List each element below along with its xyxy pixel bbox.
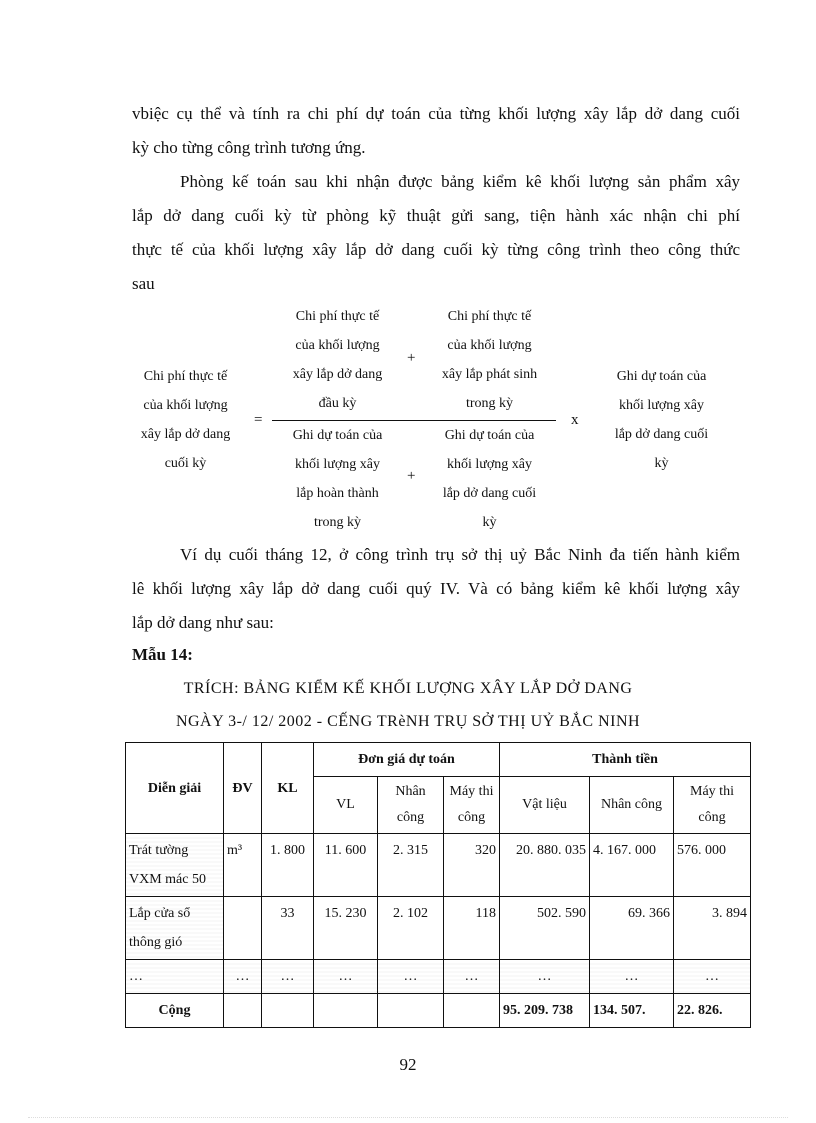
cell-vl: 11. 600	[314, 834, 378, 897]
formula-equals: =	[254, 412, 263, 428]
cell-nc: 2. 102	[378, 897, 444, 960]
table-row	[126, 960, 751, 994]
cell-empty	[444, 994, 500, 1028]
header-vat-lieu: Vật liệu	[500, 777, 590, 834]
cell-tt-vl: …	[500, 960, 590, 994]
cell-empty	[224, 994, 262, 1028]
cell-total-label: Cộng	[126, 994, 224, 1028]
cell-dv	[224, 897, 262, 960]
formula-text: của khối lượng	[143, 398, 228, 413]
cell-dv: m³	[224, 834, 262, 897]
footer-divider	[28, 1117, 788, 1118]
formula-text: đầu kỳ	[318, 396, 357, 411]
paragraph-line: Phòng kế toán sau khi nhận được bảng kiểm kê khối lượng sản phẩm xây	[180, 172, 740, 191]
formula-text: trong kỳ	[465, 396, 514, 411]
cell-empty	[378, 994, 444, 1028]
cell-dv: …	[224, 960, 262, 994]
cell-tt-nc: …	[590, 960, 674, 994]
paragraph-line: kỳ cho từng công trình tương ứng.	[132, 138, 366, 157]
formula-text: khối lượng xây	[447, 457, 532, 472]
cell-tt-vl: 502. 590	[500, 897, 590, 960]
formula-text: lắp dở dang cuối	[614, 427, 709, 442]
header-may-thi-cong-total: Máy thi công	[674, 777, 751, 834]
formula-text: kỳ	[654, 456, 669, 471]
formula-text: Chi phí thực tế	[143, 369, 228, 384]
header-don-gia: Đơn giá dự toán	[314, 743, 500, 777]
formula-rhs	[594, 362, 729, 478]
header-vl: VL	[314, 777, 378, 834]
cell-empty	[314, 994, 378, 1028]
cell-mtc: …	[444, 960, 500, 994]
table-row	[126, 834, 751, 897]
cell-kl: 33	[262, 897, 314, 960]
cell-vl: 15. 230	[314, 897, 378, 960]
header-may-thi-cong: Máy thi công	[444, 777, 500, 834]
cell-dien-giai: Lắp cửa sổ thông gió	[126, 897, 224, 960]
cell-total-vl: 95. 209. 738	[500, 994, 590, 1028]
paragraph-line: vbiệc cụ thể và tính ra chi phí dự toán của từng khối lượng xây lắp dở dang cuối	[132, 104, 740, 123]
inventory-table	[125, 742, 751, 1028]
formula-text: xây lắp dở dang	[140, 427, 231, 442]
cell-kl: 1. 800	[262, 834, 314, 897]
formula-text: khối lượng xây	[295, 457, 380, 472]
cell-kl: …	[262, 960, 314, 994]
formula-plus: +	[407, 350, 416, 366]
formula-text: cuối kỳ	[164, 456, 207, 471]
formula-text: trong kỳ	[313, 515, 362, 530]
header-kl: KL	[262, 743, 314, 834]
formula-text: Chi phí thực tế	[447, 309, 532, 324]
header-nhan-cong-total: Nhân công	[590, 777, 674, 834]
paragraph-line: Ví dụ cuối tháng 12, ở công trình trụ sở thị uỷ Bắc Ninh đa tiến hành kiểm	[180, 545, 740, 564]
cell-nc: 2. 315	[378, 834, 444, 897]
cell-tt-nc: 4. 167. 000	[590, 834, 674, 897]
formula-text: lắp dở dang cuối	[442, 486, 537, 501]
table-subtitle: NGÀY 3-/ 12/ 2002 - CẾNG TRèNH TRỤ SỞ THỊ UỶ BẮC NINH	[175, 713, 641, 730]
formula-text: xây lắp dở dang	[292, 367, 383, 382]
formula-text: của khối lượng	[295, 338, 380, 353]
cell-dien-giai: Trát tường VXM mác 50	[126, 834, 224, 897]
formula-text: kỳ	[482, 515, 497, 530]
paragraph-line: thực tế của khối lượng xây lắp dở dang cuối kỳ từng công trình theo công thức	[132, 240, 740, 259]
formula-text: của khối lượng	[447, 338, 532, 353]
cell-dien-giai: …	[126, 960, 224, 994]
formula-denominator-b	[422, 421, 557, 537]
total-row	[126, 994, 751, 1028]
cell-tt-mtc: …	[674, 960, 751, 994]
cell-empty	[262, 994, 314, 1028]
formula-plus: +	[407, 468, 416, 484]
formula-text: lắp hoàn thành	[296, 486, 379, 501]
header-dien-giai: Diễn giải	[126, 743, 224, 834]
cell-nc: …	[378, 960, 444, 994]
table-title: TRÍCH: BẢNG KIỂM KẾ KHỐI LƯỢNG XÂY LẮP DỞ DANG	[183, 680, 633, 697]
paragraph-line: lê khối lượng xây lắp dở dang cuối quý IV. Và có bảng kiểm kê khối lượng xây	[132, 579, 740, 598]
formula-text: Ghi dự toán của	[616, 369, 707, 384]
paragraph-line: lắp dở dang cuối kỳ từ phòng kỹ thuật gửi sang, tiện hành xác nhận chi phí	[132, 206, 740, 225]
paragraph-line: sau	[132, 274, 155, 293]
cell-tt-mtc: 576. 000	[674, 834, 751, 897]
table-row	[126, 897, 751, 960]
formula-denominator-a	[270, 421, 405, 537]
cell-mtc: 118	[444, 897, 500, 960]
formula-text: Ghi dự toán của	[444, 428, 535, 443]
formula-text: khối lượng xây	[619, 398, 704, 413]
cell-tt-vl: 20. 880. 035	[500, 834, 590, 897]
cell-tt-nc: 69. 366	[590, 897, 674, 960]
formula-times: x	[571, 412, 579, 428]
formula-text: Ghi dự toán của	[292, 428, 383, 443]
cell-total-mtc: 22. 826.	[674, 994, 751, 1028]
formula-text: xây lắp phát sinh	[441, 367, 538, 382]
formula-numerator-b	[422, 302, 557, 418]
sample-label: Mẫu 14:	[132, 645, 193, 664]
cell-total-nc: 134. 507.	[590, 994, 674, 1028]
formula-text: Chi phí thực tế	[295, 309, 380, 324]
header-nhan-cong: Nhân công	[378, 777, 444, 834]
cell-tt-mtc: 3. 894	[674, 897, 751, 960]
cell-vl: …	[314, 960, 378, 994]
paragraph-line: lắp dở dang như sau:	[132, 613, 274, 632]
formula-numerator-a	[270, 302, 405, 418]
header-dv: ĐV	[224, 743, 262, 834]
header-thanh-tien: Thành tiền	[500, 743, 751, 777]
page-number: 92	[399, 1055, 417, 1074]
formula-lhs	[118, 362, 253, 478]
cell-mtc: 320	[444, 834, 500, 897]
